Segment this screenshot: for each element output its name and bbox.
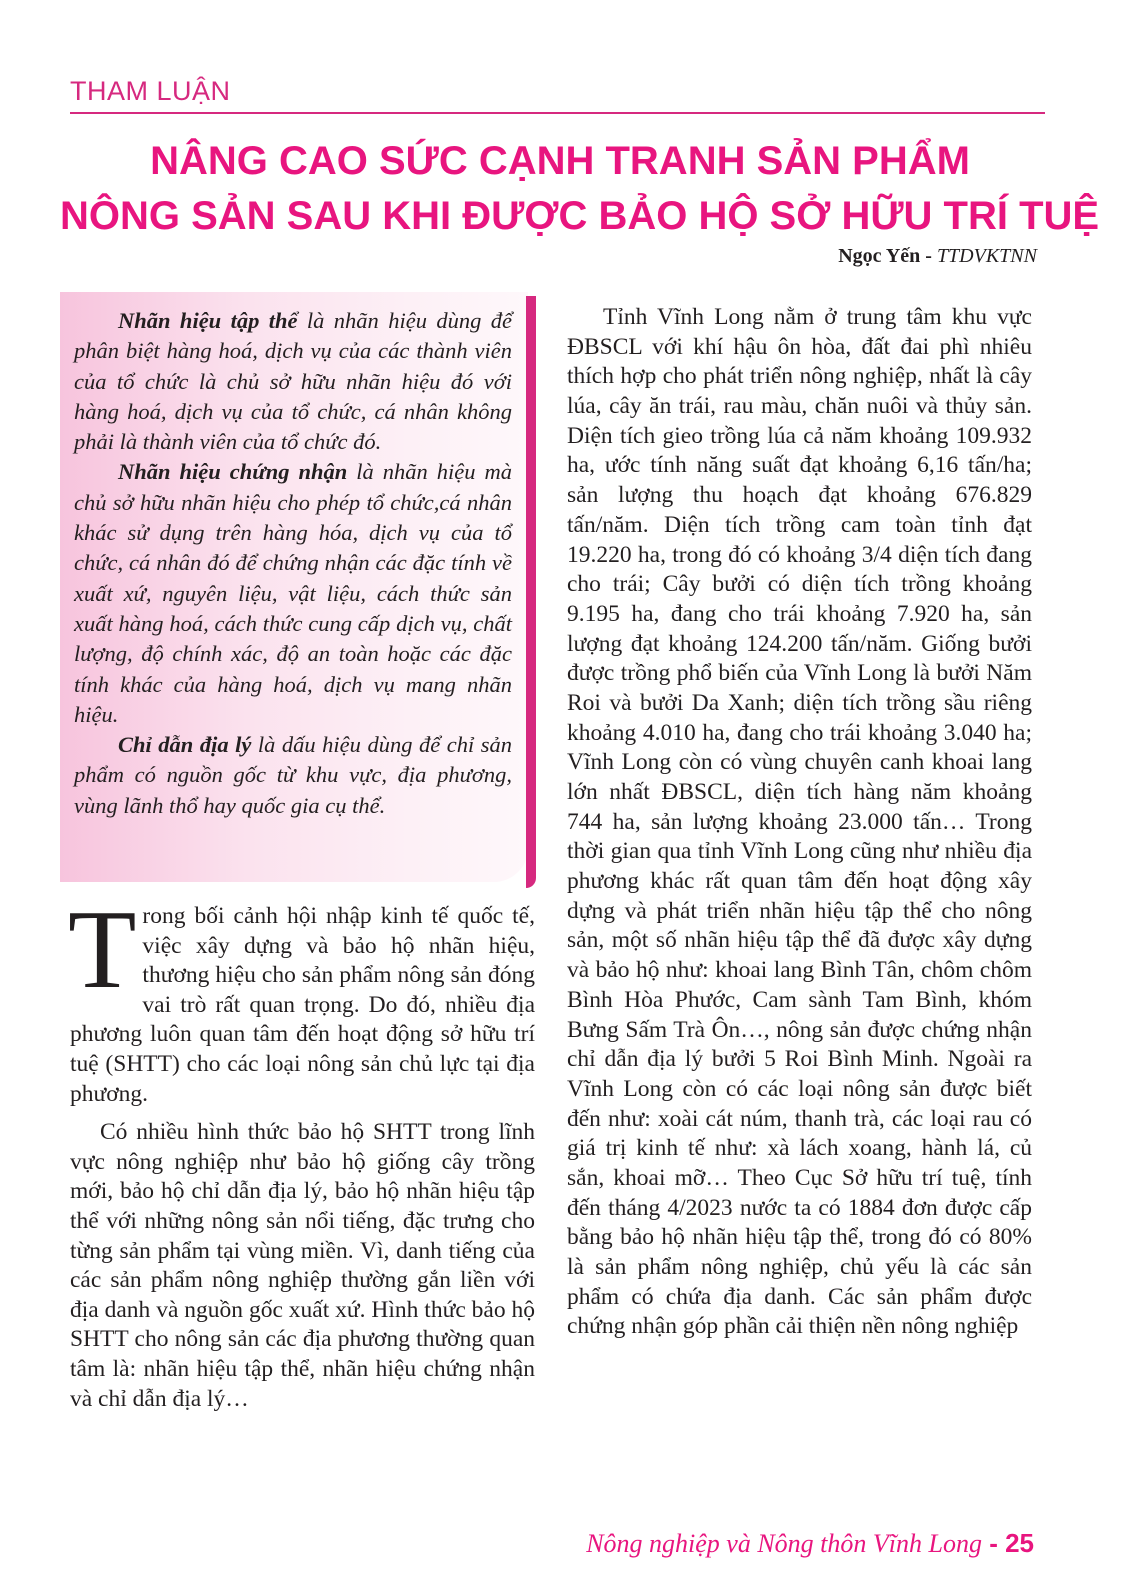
page-footer	[586, 1528, 1034, 1559]
byline	[838, 245, 1037, 268]
body-paragraph: Tỉnh Vĩnh Long nằm ở trung tâm khu vực ĐBSCL với khí hậu ôn hòa, đất đai phì nhiêu thích hợp cho phát triển nông nghiệp, nhất là cây lúa, cây ăn trái, rau màu, chăn nuôi và thủy sản. Diện tích gieo trồng lúa cả năm khoảng 109.932 ha, ước tính năng suất đạt khoảng 6,16 tấn/ha; sản lượng thu hoạch đạt khoảng 676.829 tấn/năm. Diện tích trồng cam toàn tỉnh đạt 19.220 ha, trong đó có khoảng 3/4 diện tích đang cho trái; Cây bưởi có diện tích trồng khoảng 9.195 ha, đang cho trái khoảng 7.920 ha, sản lượng đạt khoảng 124.200 tấn/năm. Giống bưởi được trồng phổ biến của Vĩnh Long là bưởi Năm Roi và bưởi Da Xanh; diện tích trồng sầu riêng khoảng 4.010 ha, đang cho trái khoảng 3.040 ha; Vĩnh Long còn có vùng chuyên canh khoai lang lớn nhất ĐBSCL, diện tích hàng năm khoảng 744 ha, sản lượng khoảng 23.000 tấn… Trong thời gian qua tỉnh Vĩnh Long cũng như nhiều địa phương khác rất quan tâm đến hoạt động xây dựng và phát triển nhãn hiệu tập thể cho nông sản, một số nhãn hiệu tập thể đã được xây dựng và bảo hộ như: khoai lang Bình Tân, chôm chôm Bình Hòa Phước, Cam sành Tam Bình, khóm Bưng Sấm Trà Ôn…, nông sản được chứng nhận chỉ dẫn địa lý bưởi 5 Roi Bình Minh. Ngoài ra Vĩnh Long còn có các loại nông sản được biết đến như: xoài cát núm, thanh trà, các loại rau có giá trị kinh tế như: xà lách xoang, hành lá, củ sắn, khoai mỡ… Theo Cục Sở hữu trí tuệ, tính đến tháng 4/2023 nước ta có 1884 đơn được cấp bằng bảo hộ nhãn hiệu tập thể, trong đó có 80% là sản phẩm nông nghiệp, chủ yếu là các sản phẩm có chứa địa danh. Các sản phẩm được chứng nhận góp phần cải thiện nền nông nghiệp	[567, 304, 1032, 1340]
publication-name: Nông nghiệp và Nông thôn Vĩnh Long	[586, 1529, 982, 1558]
body-column-right	[567, 303, 1032, 1342]
definition-text: là nhãn hiệu dùng để phân biệt hàng hoá, dịch vụ của các thành viên của tổ chức là chủ sở hữu nhãn hiệu đó với hàng hoá, dịch vụ của tổ chức, cá nhân không phải là thành viên của tổ chức đó.	[74, 308, 512, 455]
term-geographical-indication: Chỉ dẫn địa lý	[118, 732, 252, 758]
byline-separator: -	[920, 245, 937, 267]
author-name: Ngọc Yến	[838, 245, 921, 267]
body-paragraph: Có nhiều hình thức bảo hộ SHTT trong lĩnh vực nông nghiệp như bảo hộ giống cây trồng mới, bảo hộ chỉ dẫn địa lý, bảo hộ nhãn hiệu tập thể với những nông sản nổi tiếng, đặc trưng cho từng sản phẩm tại vùng miền. Vì, danh tiếng của các sản phẩm nông nghiệp thường gắn liền với địa danh và nguồn gốc xuất xứ. Hình thức bảo hộ SHTT cho nông sản các địa phương thường quan tâm là: nhãn hiệu tập thể, nhãn hiệu chứng nhận và chỉ dẫn địa lý…	[70, 1119, 535, 1412]
section-label: THAM LUẬN	[70, 76, 231, 106]
body-paragraph	[68, 888, 535, 1109]
definition-text: là nhãn hiệu mà chủ sở hữu nhãn hiệu cho phép tổ chức,cá nhân khác sử dụng trên hàng hóa, dịch vụ của tổ chức, cá nhân đó để chứng nhận các đặc tính về xuất xứ, nguyên liệu, vật liệu, cách thức sản xuất hàng hoá, cách thức cung cấp dịch vụ, chất lượng, độ chính xác, độ an toàn hoặc các đặc tính khác của hàng hoá, dịch vụ mang nhãn hiệu.	[74, 459, 512, 727]
definition-certification-mark	[74, 457, 512, 730]
article-title	[60, 134, 1100, 244]
definitions-text	[74, 306, 512, 821]
drop-cap: T	[68, 888, 137, 1012]
footer-separator: -	[981, 1528, 1006, 1558]
page-number: 25	[1005, 1528, 1034, 1558]
body-column-left	[68, 888, 535, 1423]
section-divider	[70, 112, 1045, 114]
paragraph-text: rong bối cảnh hội nhập kinh tế quốc tế, việc xây dựng và bảo hộ nhãn hiệu, thương hiệu cho sản phẩm nông sản đóng vai trò rất quan trọng. Do đó, nhiều địa phương luôn quan tâm đến hoạt động sở hữu trí tuệ (SHTT) cho các loại nông sản chủ lực tại địa phương.	[70, 903, 535, 1107]
author-organization: TTDVKTNN	[936, 245, 1037, 267]
definition-text: là dấu hiệu dùng để chỉ sản phẩm có nguồn gốc từ khu vực, địa phương, vùng lãnh thổ hay quốc gia cụ thể.	[74, 732, 512, 818]
term-collective-mark: Nhãn hiệu tập thể	[118, 308, 298, 333]
title-line-1: NÂNG CAO SỨC CẠNH TRANH SẢN PHẨM	[150, 139, 970, 183]
title-line-2: NÔNG SẢN SAU KHI ĐƯỢC BẢO HỘ SỞ HỮU TRÍ TUỆ	[60, 194, 1100, 238]
definition-collective-mark	[74, 306, 512, 457]
definition-geographical-indication	[74, 730, 512, 821]
term-certification-mark: Nhãn hiệu chứng nhận	[118, 459, 348, 485]
